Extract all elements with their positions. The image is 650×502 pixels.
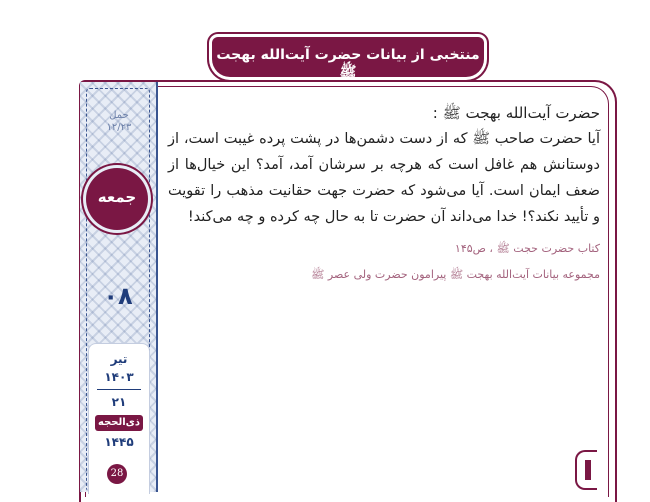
- quote-body: آیا حضرت صاحب ﷺ که از دست دشمن‌ها در پشت پرده غیبت است، از دوستانش هم غافل است که هرچه بر سرشان آمد، آمد؟ این خیال‌ها از ضعف ایمان است. آیا می‌شود که حضرت جهت حقانیت مذهب را تقویت و تأیید نکند؟! خدا می‌داند آن حضرت تا به حال چه کرده و چه می‌کند!: [168, 131, 600, 225]
- day-number: ۰۸: [103, 282, 133, 310]
- weekday-badge: [86, 168, 148, 230]
- source-collection: مجموعه بیانات آیت‌الله بهجت ﷺ پیرامون حضرت ولی عصر ﷺ: [311, 268, 600, 281]
- hamal-date: ۱۲/۲۳: [106, 122, 132, 133]
- page-number: 28: [107, 464, 127, 484]
- weekday-label: جمعه: [97, 188, 137, 206]
- page-title: منتخبی از بیانات حضرت آیت‌الله بهجت ﷺ: [216, 47, 480, 80]
- hijri-month: ذی‌الحجه: [95, 415, 143, 431]
- date-divider: [97, 389, 141, 390]
- corner-ornament: [575, 450, 597, 490]
- source-book: کتاب حضرت حجت ﷺ ، ص۱۴۵: [454, 242, 600, 255]
- solar-month: تیر: [110, 352, 128, 366]
- hijri-year: ۱۴۴۵: [104, 435, 134, 449]
- hamal-month: حمل: [109, 110, 129, 121]
- hamal-date-label: [96, 110, 142, 134]
- header-banner: [212, 37, 484, 80]
- quote-content: [168, 100, 600, 284]
- hijri-day: ۲۱: [111, 395, 127, 409]
- quote-speaker: حضرت آیت‌الله بهجت ﷺ :: [432, 104, 600, 122]
- solar-year: ۱۴۰۳: [104, 370, 134, 384]
